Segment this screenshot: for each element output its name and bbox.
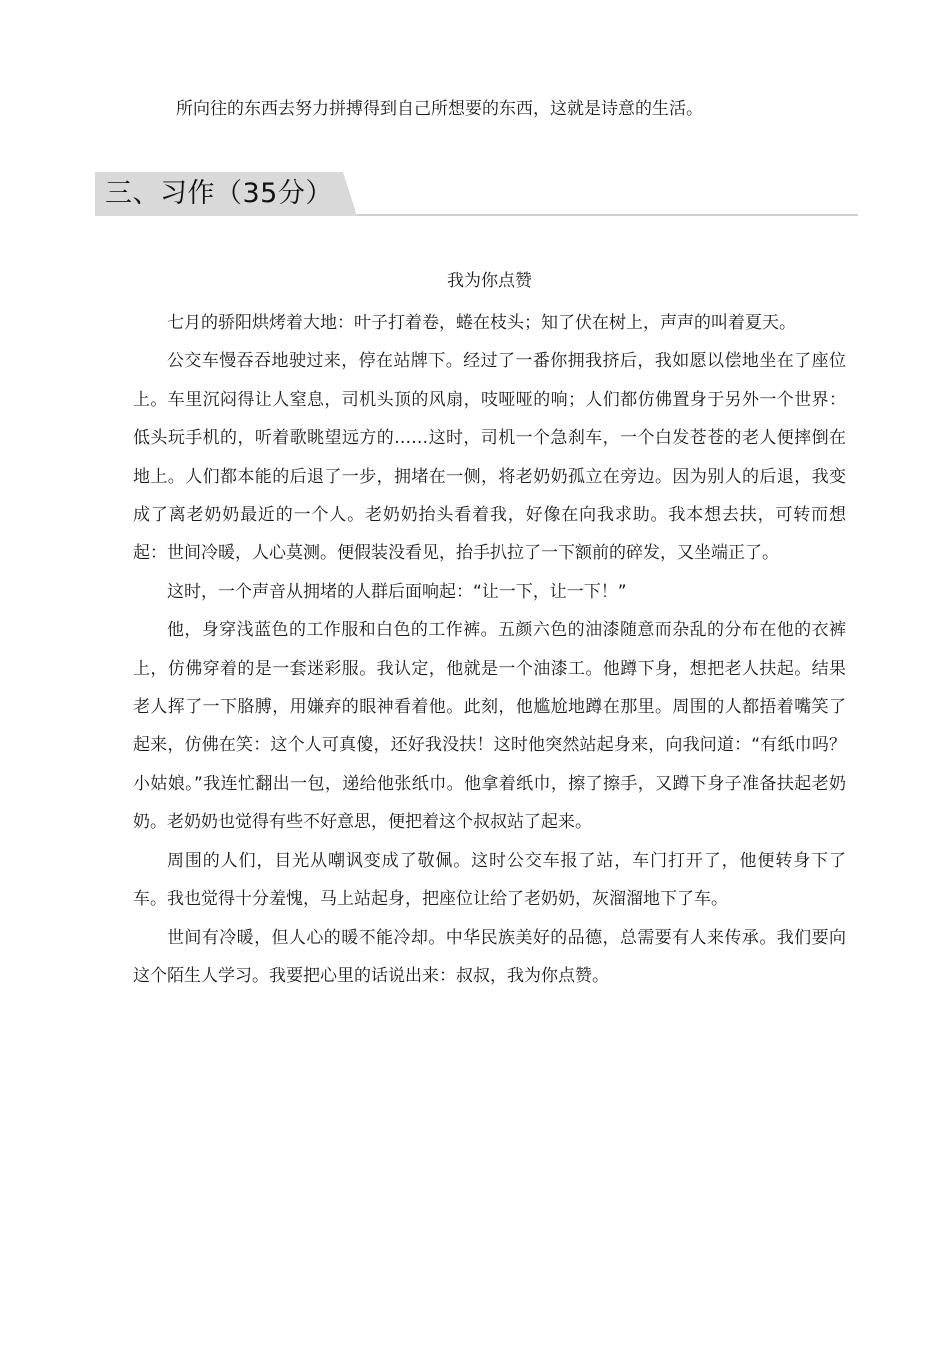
essay (133, 266, 846, 995)
essay-paragraph: 他，身穿浅蓝色的工作服和白色的工作裤。五颜六色的油漆随意而杂乱的分布在他的衣裤上，仿佛穿着的是一套迷彩服。我认定，他就是一个油漆工。他蹲下身，想把老人扶起。结果老人挥了一下胳膊，用嫌弃的眼神看着他。此刻，他尴尬地蹲在那里。周围的人都捂着嘴笑了起来，仿佛在笑：这个人可真傻，还好我没扶！这时他突然站起身来，向我问道：“有纸巾吗？小姑娘。”我连忙翻出一包，递给他张纸巾。他拿着纸巾，擦了擦手，又蹲下身子准备扶起老奶奶。老奶奶也觉得有些不好意思，便把着这个叔叔站了起来。 (133, 620, 846, 833)
section-header (95, 172, 858, 218)
essay-paragraph: 这时，一个声音从拥堵的人群后面响起：“让一下，让一下！” (167, 581, 627, 602)
essay-paragraph: 公交车慢吞吞地驶过来，停在站牌下。经过了一番你拥我挤后，我如愿以偿地坐在了座位上。车里沉闷得让人窒息，司机头顶的风扇，吱哑哑的响；人们都仿佛置身于另外一个世界：低头玩手机的，听着歌眺望远方的……这时，司机一个急刹车，一个白发苍苍的老人便摔倒在地上。人们都本能的后退了一步，拥堵在一侧，将老奶奶孤立在旁边。因为别人的后退，我变成了离老奶奶最近的一个人。老奶奶抬头看着我，好像在向我求助。我本想去扶，可转而想起：世间冷暖，人心莫测。便假装没看见，抬手扒拉了一下额前的碎发，又坐端正了。 (133, 351, 846, 564)
essay-paragraph: 周围的人们，目光从嘲讽变成了敬佩。这时公交车报了站，车门打开了，他便转身下了车。我也觉得十分羞愧，马上站起身，把座位让给了老奶奶，灰溜溜地下了车。 (133, 850, 846, 910)
essay-title: 我为你点赞 (447, 271, 532, 291)
section-header-rule (357, 214, 858, 216)
section-title: 三、习作（35分） (105, 178, 333, 209)
essay-paragraph: 世间有冷暖，但人心的暖不能冷却。中华民族美好的品德，总需要有人来传承。我们要向这个陌生人学习。我要把心里的话说出来：叔叔，我为你点赞。 (133, 927, 846, 986)
previous-section-last-line: 所向往的东西去努力拼搏得到自己所想要的东西，这就是诗意的生活。 (176, 99, 703, 119)
essay-paragraph: 七月的骄阳烘烤着大地：叶子打着卷，蜷在枝头；知了伏在树上，声声的叫着夏天。 (167, 313, 796, 333)
